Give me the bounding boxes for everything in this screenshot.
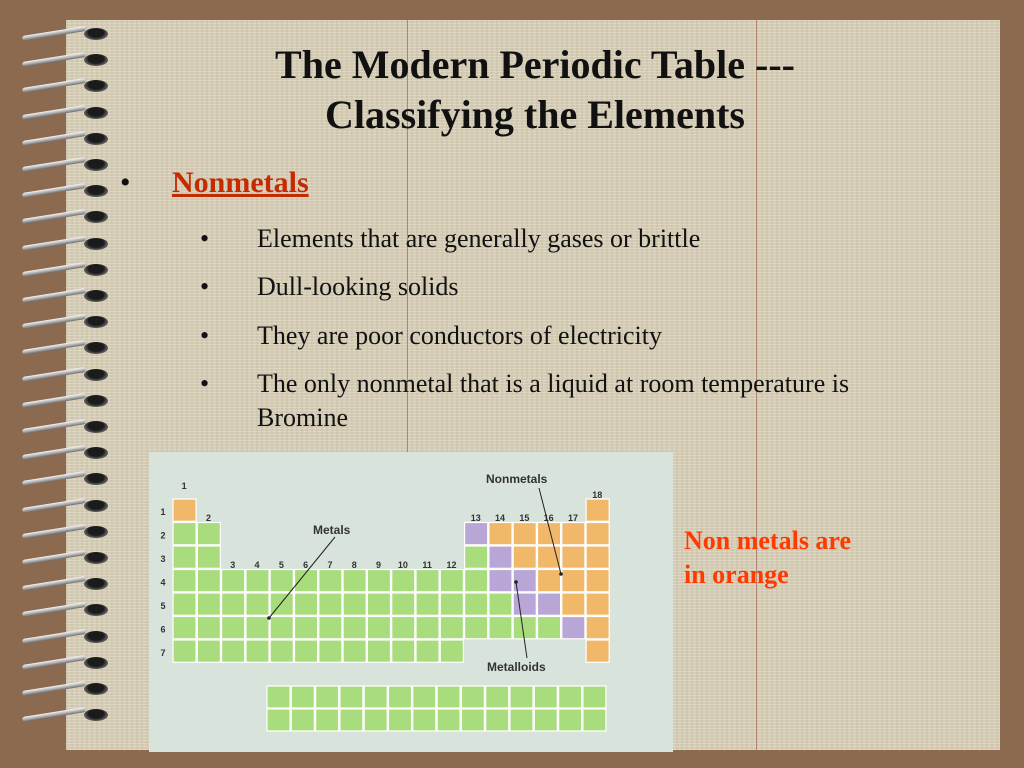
metal-cell bbox=[173, 523, 196, 545]
f-block-cell bbox=[267, 686, 290, 708]
metal-cell bbox=[416, 617, 439, 639]
group-number: 15 bbox=[519, 513, 530, 523]
spiral-ring bbox=[18, 447, 112, 460]
f-block-cell bbox=[437, 709, 460, 731]
spiral-ring bbox=[18, 54, 112, 67]
bullet-dot: • bbox=[120, 166, 131, 199]
periodic-table-svg bbox=[149, 452, 673, 752]
f-block-cell bbox=[437, 686, 460, 708]
metal-cell bbox=[367, 640, 390, 662]
spiral-ring bbox=[18, 683, 112, 696]
metal-cell bbox=[197, 546, 220, 568]
metal-cell bbox=[392, 593, 415, 615]
metal-cell bbox=[270, 570, 293, 592]
group-number: 17 bbox=[567, 513, 578, 523]
f-block-cell bbox=[316, 709, 339, 731]
f-block-cell bbox=[583, 709, 606, 731]
metal-cell bbox=[392, 617, 415, 639]
f-block-cell bbox=[559, 686, 582, 708]
metal-cell bbox=[173, 617, 196, 639]
metal-cell bbox=[440, 570, 463, 592]
spiral-ring bbox=[18, 631, 112, 644]
metalloid-cell bbox=[562, 617, 585, 639]
spiral-ring bbox=[18, 421, 112, 434]
period-number: 6 bbox=[160, 624, 166, 635]
bullet-text: They are poor conductors of electricity bbox=[257, 321, 662, 350]
spiral-ring bbox=[18, 395, 112, 408]
nonmetal-cell bbox=[562, 570, 585, 592]
f-block-cell bbox=[486, 686, 509, 708]
period-number: 5 bbox=[160, 601, 166, 611]
metalloid-cell bbox=[489, 546, 512, 568]
metal-cell bbox=[173, 546, 196, 568]
nonmetal-cell bbox=[586, 593, 609, 615]
nonmetal-cell bbox=[562, 546, 585, 568]
metalloid-cell bbox=[465, 523, 488, 545]
spiral-ring bbox=[18, 28, 112, 41]
metal-cell bbox=[416, 593, 439, 615]
metal-cell bbox=[392, 570, 415, 592]
metal-cell bbox=[197, 617, 220, 639]
nonmetal-cell bbox=[586, 570, 609, 592]
f-block-cell bbox=[559, 709, 582, 731]
title-line-2: Classifying the Elements bbox=[325, 92, 745, 137]
metal-cell bbox=[222, 593, 245, 615]
period-number: 1 bbox=[160, 507, 166, 517]
spiral-ring bbox=[18, 238, 112, 251]
group-number: 14 bbox=[495, 513, 506, 523]
metal-cell bbox=[173, 640, 196, 662]
metal-cell bbox=[440, 617, 463, 639]
bullet-dot: • bbox=[200, 369, 210, 398]
nonmetal-cell bbox=[538, 570, 561, 592]
metal-cell bbox=[489, 617, 512, 639]
nonmetal-cell bbox=[586, 523, 609, 545]
f-block-cell bbox=[461, 709, 484, 731]
group-number: 1 bbox=[181, 481, 187, 491]
metal-cell bbox=[319, 617, 342, 639]
metalloid-cell bbox=[538, 593, 561, 615]
f-block-cell bbox=[534, 686, 557, 708]
f-block-cell bbox=[486, 709, 509, 731]
metal-cell bbox=[367, 570, 390, 592]
f-block-cell bbox=[340, 709, 363, 731]
metal-cell bbox=[319, 640, 342, 662]
bullet-dot: • bbox=[200, 321, 210, 350]
bullet-dot: • bbox=[200, 272, 210, 301]
group-number: 16 bbox=[543, 513, 554, 523]
metal-cell bbox=[538, 617, 561, 639]
title-line-1: The Modern Periodic Table --- bbox=[275, 42, 795, 87]
metal-cell bbox=[246, 640, 269, 662]
nonmetal-cell bbox=[513, 523, 536, 545]
f-block-cell bbox=[389, 686, 412, 708]
group-number: 4 bbox=[254, 560, 260, 570]
metal-cell bbox=[173, 593, 196, 615]
spiral-ring bbox=[18, 133, 112, 146]
group-number: 3 bbox=[230, 560, 236, 570]
spiral-ring bbox=[18, 107, 112, 120]
nonmetal-cell bbox=[586, 617, 609, 639]
spiral-binding bbox=[18, 28, 112, 740]
f-block-cell bbox=[389, 709, 412, 731]
spiral-ring bbox=[18, 342, 112, 355]
spiral-ring bbox=[18, 290, 112, 303]
metal-cell bbox=[319, 593, 342, 615]
spiral-ring bbox=[18, 526, 112, 539]
spiral-ring bbox=[18, 604, 112, 617]
metal-cell bbox=[343, 593, 366, 615]
metal-cell bbox=[246, 617, 269, 639]
nonmetals-heading: Nonmetals bbox=[172, 166, 309, 199]
nonmetal-cell bbox=[586, 499, 609, 521]
metalloid-cell bbox=[513, 593, 536, 615]
metal-cell bbox=[440, 593, 463, 615]
nonmetal-cell bbox=[586, 640, 609, 662]
f-block-cell bbox=[583, 686, 606, 708]
spiral-ring bbox=[18, 264, 112, 277]
metal-cell bbox=[343, 617, 366, 639]
group-number: 9 bbox=[376, 560, 382, 570]
metal-cell bbox=[489, 593, 512, 615]
period-number: 7 bbox=[160, 648, 166, 658]
metalloid-cell bbox=[489, 570, 512, 592]
spiral-ring bbox=[18, 316, 112, 329]
bullet-dot: • bbox=[200, 224, 210, 253]
nonmetal-cell bbox=[173, 499, 196, 521]
nonmetal-cell bbox=[562, 593, 585, 615]
metal-cell bbox=[513, 617, 536, 639]
group-number: 18 bbox=[592, 490, 603, 500]
metal-cell bbox=[222, 640, 245, 662]
spiral-ring bbox=[18, 211, 112, 224]
f-block-cell bbox=[291, 686, 314, 708]
group-number: 7 bbox=[327, 560, 333, 570]
metals-label: Metals bbox=[313, 523, 351, 537]
spiral-ring bbox=[18, 369, 112, 382]
metal-cell bbox=[367, 593, 390, 615]
periodic-table-figure bbox=[149, 452, 673, 752]
period-number: 3 bbox=[160, 554, 166, 564]
nonmetals-label: Nonmetals bbox=[486, 472, 548, 486]
metal-cell bbox=[173, 570, 196, 592]
spiral-ring bbox=[18, 552, 112, 565]
nonmetal-cell bbox=[562, 523, 585, 545]
spiral-ring bbox=[18, 657, 112, 670]
period-number: 2 bbox=[160, 530, 166, 541]
f-block-cell bbox=[461, 686, 484, 708]
f-block-cell bbox=[291, 709, 314, 731]
metal-cell bbox=[270, 640, 293, 662]
f-block-cell bbox=[413, 709, 436, 731]
metal-cell bbox=[197, 570, 220, 592]
spiral-ring bbox=[18, 159, 112, 172]
f-block-cell bbox=[267, 709, 290, 731]
f-block-cell bbox=[364, 686, 387, 708]
metal-cell bbox=[246, 570, 269, 592]
metal-cell bbox=[222, 617, 245, 639]
nonmetal-cell bbox=[586, 546, 609, 568]
metal-cell bbox=[270, 617, 293, 639]
metal-cell bbox=[246, 593, 269, 615]
metal-cell bbox=[416, 640, 439, 662]
metal-cell bbox=[416, 570, 439, 592]
metal-cell bbox=[392, 640, 415, 662]
metal-cell bbox=[343, 640, 366, 662]
metal-cell bbox=[197, 593, 220, 615]
group-number: 10 bbox=[397, 560, 408, 570]
f-block-cell bbox=[510, 686, 533, 708]
metal-cell bbox=[440, 640, 463, 662]
metal-cell bbox=[222, 570, 245, 592]
period-number: 4 bbox=[160, 577, 166, 588]
group-number: 13 bbox=[470, 513, 481, 523]
metal-cell bbox=[465, 617, 488, 639]
bullet-text: Dull-looking solids bbox=[257, 272, 459, 301]
metalloids-label: Metalloids bbox=[487, 660, 546, 674]
f-block-cell bbox=[534, 709, 557, 731]
metal-cell bbox=[295, 640, 318, 662]
group-number: 11 bbox=[422, 560, 432, 570]
spiral-ring bbox=[18, 80, 112, 93]
nonmetal-cell bbox=[513, 546, 536, 568]
spiral-ring bbox=[18, 185, 112, 198]
spiral-ring bbox=[18, 500, 112, 513]
metal-cell bbox=[465, 593, 488, 615]
f-block-cell bbox=[510, 709, 533, 731]
pointer-dot bbox=[267, 616, 271, 620]
bullet-text: Elements that are generally gases or brittle bbox=[257, 224, 701, 253]
f-block-cell bbox=[316, 686, 339, 708]
metal-cell bbox=[295, 593, 318, 615]
f-block-cell bbox=[413, 686, 436, 708]
pointer-dot bbox=[514, 580, 518, 584]
group-number: 12 bbox=[446, 560, 457, 570]
metal-cell bbox=[465, 546, 488, 568]
metal-cell bbox=[343, 570, 366, 592]
spiral-ring bbox=[18, 709, 112, 722]
metal-cell bbox=[197, 523, 220, 545]
group-number: 8 bbox=[351, 560, 357, 570]
f-block-cell bbox=[364, 709, 387, 731]
nonmetal-cell bbox=[489, 523, 512, 545]
metal-cell bbox=[197, 640, 220, 662]
metal-cell bbox=[465, 570, 488, 592]
group-number: 5 bbox=[278, 560, 284, 570]
metal-cell bbox=[295, 617, 318, 639]
spiral-ring bbox=[18, 578, 112, 591]
slide-title bbox=[160, 40, 910, 140]
group-number: 2 bbox=[205, 513, 211, 523]
metal-cell bbox=[367, 617, 390, 639]
spiral-ring bbox=[18, 473, 112, 486]
bullet-text: The only nonmetal that is a liquid at room temperature is Bromine bbox=[257, 369, 850, 432]
group-number: 6 bbox=[303, 560, 309, 570]
f-block-cell bbox=[340, 686, 363, 708]
pointer-dot bbox=[559, 572, 563, 576]
side-note: Non metals are in orange bbox=[684, 526, 852, 589]
metal-cell bbox=[319, 570, 342, 592]
